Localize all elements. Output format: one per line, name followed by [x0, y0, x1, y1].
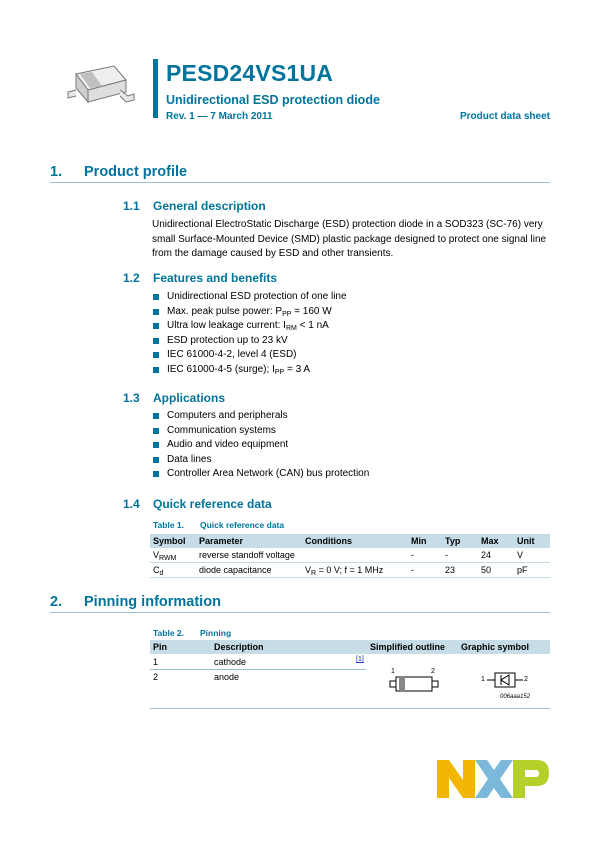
- document-type: Product data sheet: [459, 111, 550, 122]
- package-image: [62, 62, 138, 112]
- features-list: [152, 290, 347, 377]
- table-cell: diode capacitance: [196, 563, 302, 578]
- revision-date: Rev. 1 — 7 March 2011: [166, 111, 273, 122]
- section-rule: [50, 182, 550, 183]
- list-item: Unidirectional ESD protection of one line: [152, 290, 347, 305]
- table-cell: -: [408, 563, 442, 578]
- list-item: Computers and peripherals: [152, 409, 369, 424]
- column-header: Description: [214, 642, 264, 652]
- general-description: Unidirectional ElectroStatic Discharge (ESD) protection diode in a SOD323 (SC-76) very small Surface-Mounted Device (SMD) plastic package designed to protect one signal line from the damage caused by ESD and other transients.: [152, 219, 547, 259]
- list-item: IEC 61000-4-2, level 4 (ESD): [152, 348, 347, 363]
- column-header: Pin: [153, 642, 168, 652]
- section-number: 1.: [50, 164, 63, 180]
- subsection-number: 1.1: [123, 199, 140, 213]
- list-item: Data lines: [152, 453, 369, 468]
- title-accent-bar: [153, 59, 158, 118]
- subsection-title: Applications: [153, 391, 226, 405]
- table-cell: $V_{RWM}$: [150, 548, 196, 563]
- column-header: Symbol: [150, 534, 196, 548]
- pin-number: 1: [153, 657, 159, 667]
- column-header: Typ: [442, 534, 478, 548]
- nxp-logo: [437, 758, 550, 800]
- product-title: PESD24VS1UA: [166, 60, 334, 86]
- pin-description: cathode: [214, 657, 247, 667]
- subsection-title: General description: [153, 199, 266, 213]
- table-cell: V: [514, 548, 550, 563]
- table-bottom-rule: [150, 708, 550, 709]
- subsection-number: 1.3: [123, 391, 140, 405]
- table-header-row: [150, 534, 550, 548]
- table-cell: 50: [478, 563, 514, 578]
- column-header: Parameter: [196, 534, 302, 548]
- table-cell: 24: [478, 548, 514, 563]
- outline-pin-label: 1: [391, 668, 395, 675]
- list-item: Max. peak pulse power: $P_{PP} = 160$ W: [152, 305, 347, 320]
- table-label: Table 1.: [153, 520, 185, 530]
- table-cell: pF: [514, 563, 550, 578]
- symbol-pin-label: 1: [481, 676, 485, 683]
- package-outline-drawing: [388, 676, 440, 692]
- symbol-code: 006aaa152: [500, 694, 531, 700]
- column-header: Simplified outline: [370, 642, 446, 652]
- quick-reference-table: [150, 534, 550, 578]
- pin-number: 2: [153, 672, 159, 682]
- table-cell: reverse standoff voltage: [196, 548, 302, 563]
- column-header: Max: [478, 534, 514, 548]
- column-header: Graphic symbol: [461, 642, 530, 652]
- table-caption: Pinning: [200, 628, 232, 638]
- applications-list: [152, 409, 369, 482]
- subsection-title: Features and benefits: [153, 271, 278, 285]
- column-header: Conditions: [302, 534, 408, 548]
- column-header: Min: [408, 534, 442, 548]
- subsection-title: Quick reference data: [153, 497, 272, 511]
- table-cell: $V_R = 0$ V; f = 1 MHz: [302, 563, 408, 578]
- table-label: Table 2.: [153, 628, 185, 638]
- list-item: Audio and video equipment: [152, 438, 369, 453]
- diode-symbol-icon: [487, 672, 523, 688]
- column-header: Unit: [514, 534, 550, 548]
- table-caption: Quick reference data: [200, 520, 285, 530]
- section-rule: [50, 612, 550, 613]
- table-cell: $C_d$: [150, 563, 196, 578]
- pin-description: anode: [214, 672, 240, 682]
- table-cell: -: [408, 548, 442, 563]
- product-subtitle: Unidirectional ESD protection diode: [166, 93, 380, 107]
- list-item: Ultra low leakage current: $I_{RM} < 1$ nA: [152, 319, 347, 334]
- subsection-number: 1.2: [123, 271, 140, 285]
- row-divider: [150, 669, 366, 670]
- table-cell: [302, 548, 408, 563]
- table-row: [150, 548, 550, 563]
- outline-pin-label: 2: [431, 668, 435, 675]
- table-cell: 23: [442, 563, 478, 578]
- section-title: Product profile: [84, 164, 188, 180]
- section-title: Pinning information: [84, 594, 221, 610]
- table-cell: -: [442, 548, 478, 563]
- subsection-number: 1.4: [123, 497, 140, 511]
- list-item: Controller Area Network (CAN) bus protection: [152, 467, 369, 482]
- symbol-pin-label: 2: [524, 676, 528, 683]
- table-row: [150, 563, 550, 578]
- list-item: Communication systems: [152, 424, 369, 439]
- section-number: 2.: [50, 594, 63, 610]
- footnote-link[interactable]: [1]: [356, 656, 364, 663]
- list-item: IEC 61000-4-5 (surge); $I_{PP} = 3$ A: [152, 363, 347, 378]
- list-item: ESD protection up to 23 kV: [152, 334, 347, 349]
